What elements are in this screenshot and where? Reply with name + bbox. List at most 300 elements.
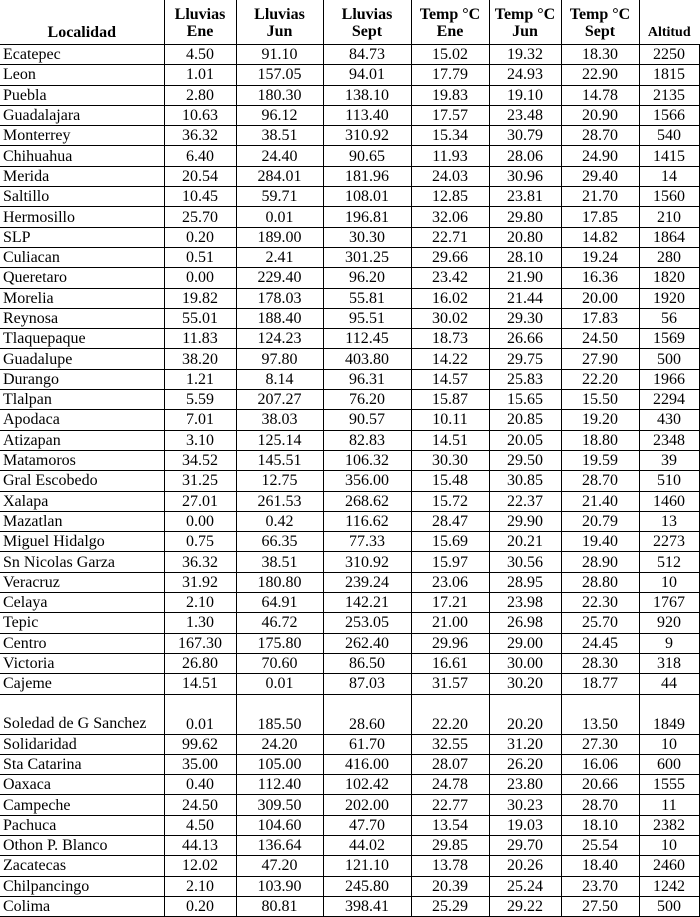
table-row <box>0 613 699 633</box>
cell-lluvias-jun: 175.80 <box>236 633 323 653</box>
cell-lluvias-jun: 136.64 <box>236 835 323 855</box>
header-temp-jun <box>489 0 561 45</box>
cell-lluvias-jun: 309.50 <box>236 795 323 815</box>
cell-temp-jun: 26.66 <box>489 329 561 349</box>
cell-lluvias-ene: 0.40 <box>164 775 236 795</box>
cell-lluvias-jun: 0.01 <box>236 674 323 694</box>
cell-temp-jun: 20.20 <box>489 694 561 734</box>
cell-lluvias-ene: 44.13 <box>164 835 236 855</box>
table-row <box>0 572 699 592</box>
header-lluvias-jun <box>236 0 323 45</box>
cell-temp-sept: 20.79 <box>561 511 639 531</box>
cell-altitud: 1415 <box>639 146 699 166</box>
cell-localidad: Sta Catarina <box>0 754 164 774</box>
cell-temp-sept: 20.00 <box>561 288 639 308</box>
cell-localidad: Saltillo <box>0 187 164 207</box>
cell-altitud: 1569 <box>639 329 699 349</box>
cell-temp-sept: 18.10 <box>561 815 639 835</box>
cell-lluvias-sept: 245.80 <box>323 876 411 896</box>
cell-temp-jun: 29.90 <box>489 511 561 531</box>
cell-altitud: 10 <box>639 572 699 592</box>
header-text-line: Lluvias <box>341 5 393 23</box>
header-temp-sept <box>561 0 639 45</box>
cell-localidad: Culiacan <box>0 247 164 267</box>
cell-temp-sept: 19.59 <box>561 450 639 470</box>
cell-lluvias-jun: 24.20 <box>236 734 323 754</box>
cell-lluvias-ene: 99.62 <box>164 734 236 754</box>
cell-lluvias-jun: 2.41 <box>236 247 323 267</box>
cell-localidad: Zacatecas <box>0 856 164 876</box>
cell-temp-sept: 29.40 <box>561 166 639 186</box>
cell-temp-ene: 28.47 <box>411 511 489 531</box>
cell-altitud: 1815 <box>639 65 699 85</box>
cell-temp-ene: 22.20 <box>411 694 489 734</box>
cell-lluvias-sept: 416.00 <box>323 754 411 774</box>
cell-temp-jun: 26.98 <box>489 613 561 633</box>
cell-altitud: 14 <box>639 166 699 186</box>
cell-localidad: Victoria <box>0 653 164 673</box>
cell-temp-ene: 15.87 <box>411 390 489 410</box>
cell-lluvias-sept: 112.45 <box>323 329 411 349</box>
table-row <box>0 227 699 247</box>
cell-temp-ene: 10.11 <box>411 410 489 430</box>
table-row <box>0 593 699 613</box>
cell-lluvias-jun: 0.01 <box>236 207 323 227</box>
cell-temp-sept: 28.30 <box>561 653 639 673</box>
cell-temp-sept: 25.54 <box>561 835 639 855</box>
cell-temp-jun: 29.22 <box>489 896 561 916</box>
cell-lluvias-sept: 82.83 <box>323 430 411 450</box>
cell-temp-ene: 15.97 <box>411 552 489 572</box>
table-row <box>0 207 699 227</box>
cell-lluvias-sept: 95.51 <box>323 308 411 328</box>
cell-temp-jun: 20.80 <box>489 227 561 247</box>
header-row <box>0 0 699 45</box>
cell-temp-jun: 28.06 <box>489 146 561 166</box>
cell-lluvias-jun: 38.51 <box>236 126 323 146</box>
cell-lluvias-jun: 125.14 <box>236 430 323 450</box>
cell-lluvias-ene: 10.45 <box>164 187 236 207</box>
cell-temp-ene: 13.78 <box>411 856 489 876</box>
cell-temp-jun: 30.23 <box>489 795 561 815</box>
cell-localidad: Solidaridad <box>0 734 164 754</box>
cell-lluvias-ene: 27.01 <box>164 491 236 511</box>
cell-lluvias-sept: 196.81 <box>323 207 411 227</box>
cell-lluvias-ene: 0.01 <box>164 694 236 734</box>
cell-lluvias-ene: 7.01 <box>164 410 236 430</box>
header-lluvias-ene <box>164 0 236 45</box>
cell-temp-sept: 24.90 <box>561 146 639 166</box>
cell-lluvias-jun: 157.05 <box>236 65 323 85</box>
cell-lluvias-ene: 0.00 <box>164 268 236 288</box>
cell-temp-jun: 15.65 <box>489 390 561 410</box>
cell-lluvias-jun: 96.12 <box>236 105 323 125</box>
cell-temp-ene: 21.00 <box>411 613 489 633</box>
cell-altitud: 1966 <box>639 369 699 389</box>
cell-temp-jun: 23.98 <box>489 593 561 613</box>
cell-temp-sept: 28.70 <box>561 126 639 146</box>
cell-altitud: 10 <box>639 734 699 754</box>
cell-lluvias-ene: 31.25 <box>164 471 236 491</box>
cell-temp-ene: 15.48 <box>411 471 489 491</box>
cell-lluvias-jun: 207.27 <box>236 390 323 410</box>
cell-lluvias-jun: 104.60 <box>236 815 323 835</box>
cell-lluvias-ene: 4.50 <box>164 815 236 835</box>
header-text-line: Temp °C <box>569 5 631 23</box>
cell-altitud: 1560 <box>639 187 699 207</box>
cell-lluvias-sept: 28.60 <box>323 694 411 734</box>
cell-temp-sept: 24.45 <box>561 633 639 653</box>
header-temp-ene <box>411 0 489 45</box>
header-text-line: Ene <box>186 22 214 40</box>
cell-temp-sept: 14.82 <box>561 227 639 247</box>
cell-localidad: Veracruz <box>0 572 164 592</box>
cell-lluvias-ene: 5.59 <box>164 390 236 410</box>
cell-altitud: 2294 <box>639 390 699 410</box>
cell-altitud: 39 <box>639 450 699 470</box>
table-row <box>0 85 699 105</box>
cell-temp-jun: 30.56 <box>489 552 561 572</box>
cell-temp-jun: 26.20 <box>489 754 561 774</box>
table-row <box>0 856 699 876</box>
cell-lluvias-jun: 284.01 <box>236 166 323 186</box>
cell-temp-ene: 30.02 <box>411 308 489 328</box>
cell-lluvias-ene: 38.20 <box>164 349 236 369</box>
cell-temp-sept: 27.30 <box>561 734 639 754</box>
cell-lluvias-jun: 47.20 <box>236 856 323 876</box>
cell-lluvias-jun: 188.40 <box>236 308 323 328</box>
cell-temp-ene: 29.66 <box>411 247 489 267</box>
cell-localidad: Tepic <box>0 613 164 633</box>
cell-temp-ene: 14.57 <box>411 369 489 389</box>
cell-temp-jun: 30.20 <box>489 674 561 694</box>
table-row <box>0 105 699 125</box>
cell-temp-ene: 24.03 <box>411 166 489 186</box>
header-lluvias-sept <box>323 0 411 45</box>
cell-localidad: Gral Escobedo <box>0 471 164 491</box>
table-row <box>0 532 699 552</box>
table-row <box>0 795 699 815</box>
cell-localidad: Matamoros <box>0 450 164 470</box>
cell-temp-sept: 22.20 <box>561 369 639 389</box>
cell-altitud: 1242 <box>639 876 699 896</box>
cell-lluvias-ene: 4.50 <box>164 45 236 65</box>
cell-temp-ene: 30.30 <box>411 450 489 470</box>
cell-temp-sept: 22.90 <box>561 65 639 85</box>
cell-localidad: Tlaquepaque <box>0 329 164 349</box>
header-text-line: Sept <box>584 22 616 40</box>
cell-localidad: Mazatlan <box>0 511 164 531</box>
cell-temp-ene: 13.54 <box>411 815 489 835</box>
table-row <box>0 674 699 694</box>
cell-lluvias-sept: 268.62 <box>323 491 411 511</box>
table-row <box>0 552 699 572</box>
cell-localidad: Campeche <box>0 795 164 815</box>
cell-lluvias-jun: 105.00 <box>236 754 323 774</box>
cell-lluvias-ene: 11.83 <box>164 329 236 349</box>
cell-altitud: 1849 <box>639 694 699 734</box>
cell-lluvias-ene: 1.21 <box>164 369 236 389</box>
cell-lluvias-jun: 97.80 <box>236 349 323 369</box>
cell-temp-jun: 29.50 <box>489 450 561 470</box>
cell-altitud: 500 <box>639 896 699 916</box>
cell-lluvias-ene: 10.63 <box>164 105 236 125</box>
cell-lluvias-sept: 121.10 <box>323 856 411 876</box>
cell-temp-jun: 20.21 <box>489 532 561 552</box>
cell-localidad: Sn Nicolas Garza <box>0 552 164 572</box>
cell-temp-ene: 29.85 <box>411 835 489 855</box>
cell-temp-jun: 19.32 <box>489 45 561 65</box>
cell-temp-sept: 15.50 <box>561 390 639 410</box>
table-row <box>0 491 699 511</box>
cell-temp-ene: 11.93 <box>411 146 489 166</box>
cell-lluvias-jun: 180.80 <box>236 572 323 592</box>
cell-lluvias-sept: 310.92 <box>323 126 411 146</box>
cell-temp-sept: 23.70 <box>561 876 639 896</box>
cell-altitud: 2273 <box>639 532 699 552</box>
header-text-line: Ene <box>436 22 464 40</box>
cell-lluvias-ene: 34.52 <box>164 450 236 470</box>
cell-temp-jun: 29.75 <box>489 349 561 369</box>
cell-localidad: Pachuca <box>0 815 164 835</box>
cell-lluvias-jun: 145.51 <box>236 450 323 470</box>
cell-lluvias-sept: 44.02 <box>323 835 411 855</box>
cell-temp-sept: 28.70 <box>561 471 639 491</box>
cell-temp-ene: 15.02 <box>411 45 489 65</box>
cell-altitud: 1920 <box>639 288 699 308</box>
cell-lluvias-sept: 84.73 <box>323 45 411 65</box>
cell-altitud: 2348 <box>639 430 699 450</box>
cell-altitud: 210 <box>639 207 699 227</box>
cell-temp-ene: 14.22 <box>411 349 489 369</box>
cell-altitud: 318 <box>639 653 699 673</box>
cell-lluvias-ene: 25.70 <box>164 207 236 227</box>
cell-lluvias-ene: 19.82 <box>164 288 236 308</box>
cell-temp-jun: 19.10 <box>489 85 561 105</box>
table-row <box>0 349 699 369</box>
table-row <box>0 450 699 470</box>
cell-temp-ene: 14.51 <box>411 430 489 450</box>
cell-lluvias-sept: 90.57 <box>323 410 411 430</box>
cell-temp-jun: 20.26 <box>489 856 561 876</box>
cell-temp-sept: 17.85 <box>561 207 639 227</box>
table-row <box>0 390 699 410</box>
cell-altitud: 2460 <box>639 856 699 876</box>
cell-lluvias-jun: 64.91 <box>236 593 323 613</box>
cell-lluvias-sept: 310.92 <box>323 552 411 572</box>
cell-temp-jun: 28.95 <box>489 572 561 592</box>
cell-temp-ene: 32.06 <box>411 207 489 227</box>
cell-lluvias-ene: 0.00 <box>164 511 236 531</box>
cell-temp-ene: 19.83 <box>411 85 489 105</box>
cell-lluvias-jun: 189.00 <box>236 227 323 247</box>
cell-altitud: 1566 <box>639 105 699 125</box>
cell-localidad: Centro <box>0 633 164 653</box>
cell-localidad: Puebla <box>0 85 164 105</box>
cell-lluvias-jun: 178.03 <box>236 288 323 308</box>
header-text-line: Jun <box>512 22 538 40</box>
table-row <box>0 694 699 734</box>
cell-temp-ene: 23.42 <box>411 268 489 288</box>
cell-lluvias-jun: 24.40 <box>236 146 323 166</box>
cell-lluvias-jun: 91.10 <box>236 45 323 65</box>
cell-localidad: Queretaro <box>0 268 164 288</box>
cell-lluvias-sept: 239.24 <box>323 572 411 592</box>
cell-temp-sept: 28.80 <box>561 572 639 592</box>
header-localidad <box>0 0 164 45</box>
cell-temp-sept: 17.83 <box>561 308 639 328</box>
table-row <box>0 146 699 166</box>
cell-altitud: 280 <box>639 247 699 267</box>
cell-altitud: 2250 <box>639 45 699 65</box>
table-row <box>0 835 699 855</box>
cell-altitud: 9 <box>639 633 699 653</box>
cell-lluvias-sept: 55.81 <box>323 288 411 308</box>
table-row <box>0 876 699 896</box>
cell-localidad: Cajeme <box>0 674 164 694</box>
cell-altitud: 500 <box>639 349 699 369</box>
cell-temp-sept: 28.70 <box>561 795 639 815</box>
cell-lluvias-ene: 55.01 <box>164 308 236 328</box>
cell-temp-ene: 25.29 <box>411 896 489 916</box>
cell-altitud: 540 <box>639 126 699 146</box>
cell-lluvias-sept: 61.70 <box>323 734 411 754</box>
cell-localidad: Colima <box>0 896 164 916</box>
cell-localidad: Chilpancingo <box>0 876 164 896</box>
cell-altitud: 600 <box>639 754 699 774</box>
cell-altitud: 430 <box>639 410 699 430</box>
cell-lluvias-jun: 112.40 <box>236 775 323 795</box>
cell-lluvias-sept: 253.05 <box>323 613 411 633</box>
cell-temp-sept: 19.20 <box>561 410 639 430</box>
cell-temp-ene: 15.69 <box>411 532 489 552</box>
cell-localidad: Guadalajara <box>0 105 164 125</box>
cell-localidad: Hermosillo <box>0 207 164 227</box>
header-text-line: Lluvias <box>174 5 226 23</box>
table-row <box>0 430 699 450</box>
cell-localidad: Guadalupe <box>0 349 164 369</box>
cell-localidad: Durango <box>0 369 164 389</box>
cell-lluvias-jun: 59.71 <box>236 187 323 207</box>
cell-localidad: Soledad de G Sanchez <box>0 694 164 734</box>
cell-temp-ene: 12.85 <box>411 187 489 207</box>
cell-lluvias-sept: 76.20 <box>323 390 411 410</box>
cell-temp-sept: 14.78 <box>561 85 639 105</box>
cell-altitud: 1820 <box>639 268 699 288</box>
cell-localidad: Ecatepec <box>0 45 164 65</box>
cell-lluvias-ene: 0.51 <box>164 247 236 267</box>
cell-lluvias-sept: 142.21 <box>323 593 411 613</box>
cell-altitud: 56 <box>639 308 699 328</box>
cell-temp-sept: 13.50 <box>561 694 639 734</box>
cell-temp-jun: 28.10 <box>489 247 561 267</box>
cell-localidad: Merida <box>0 166 164 186</box>
cell-temp-ene: 17.57 <box>411 105 489 125</box>
cell-temp-sept: 27.50 <box>561 896 639 916</box>
cell-altitud: 1555 <box>639 775 699 795</box>
cell-lluvias-jun: 185.50 <box>236 694 323 734</box>
cell-lluvias-jun: 229.40 <box>236 268 323 288</box>
cell-temp-sept: 19.40 <box>561 532 639 552</box>
cell-localidad: Tlalpan <box>0 390 164 410</box>
cell-lluvias-ene: 12.02 <box>164 856 236 876</box>
table-row <box>0 653 699 673</box>
table-row <box>0 734 699 754</box>
table-row <box>0 815 699 835</box>
cell-lluvias-sept: 106.32 <box>323 450 411 470</box>
cell-temp-jun: 21.44 <box>489 288 561 308</box>
cell-localidad: Atizapan <box>0 430 164 450</box>
cell-localidad: Morelia <box>0 288 164 308</box>
cell-lluvias-ene: 0.20 <box>164 896 236 916</box>
cell-temp-ene: 31.57 <box>411 674 489 694</box>
cell-lluvias-jun: 0.42 <box>236 511 323 531</box>
header-text-line: Temp °C <box>419 5 481 23</box>
cell-localidad: SLP <box>0 227 164 247</box>
cell-temp-jun: 29.80 <box>489 207 561 227</box>
cell-localidad: Leon <box>0 65 164 85</box>
cell-lluvias-ene: 2.10 <box>164 593 236 613</box>
cell-temp-jun: 31.20 <box>489 734 561 754</box>
cell-temp-ene: 22.77 <box>411 795 489 815</box>
header-altitud <box>639 0 699 45</box>
cell-temp-sept: 24.50 <box>561 329 639 349</box>
cell-lluvias-jun: 38.51 <box>236 552 323 572</box>
cell-altitud: 10 <box>639 835 699 855</box>
cell-temp-sept: 25.70 <box>561 613 639 633</box>
cell-lluvias-ene: 167.30 <box>164 633 236 653</box>
cell-localidad: Xalapa <box>0 491 164 511</box>
cell-temp-ene: 15.72 <box>411 491 489 511</box>
cell-lluvias-jun: 70.60 <box>236 653 323 673</box>
cell-temp-ene: 17.21 <box>411 593 489 613</box>
cell-lluvias-ene: 24.50 <box>164 795 236 815</box>
cell-lluvias-sept: 47.70 <box>323 815 411 835</box>
cell-lluvias-ene: 1.30 <box>164 613 236 633</box>
cell-lluvias-jun: 66.35 <box>236 532 323 552</box>
cell-temp-ene: 24.78 <box>411 775 489 795</box>
cell-temp-sept: 19.24 <box>561 247 639 267</box>
cell-lluvias-jun: 12.75 <box>236 471 323 491</box>
cell-temp-ene: 16.61 <box>411 653 489 673</box>
cell-lluvias-sept: 398.41 <box>323 896 411 916</box>
cell-lluvias-sept: 356.00 <box>323 471 411 491</box>
cell-temp-jun: 29.30 <box>489 308 561 328</box>
cell-altitud: 2135 <box>639 85 699 105</box>
cell-localidad: Reynosa <box>0 308 164 328</box>
cell-lluvias-ene: 2.10 <box>164 876 236 896</box>
cell-lluvias-sept: 87.03 <box>323 674 411 694</box>
cell-altitud: 11 <box>639 795 699 815</box>
cell-lluvias-jun: 124.23 <box>236 329 323 349</box>
cell-localidad: Oaxaca <box>0 775 164 795</box>
header-text-line: Lluvias <box>254 5 305 23</box>
table-row <box>0 288 699 308</box>
cell-temp-sept: 21.70 <box>561 187 639 207</box>
cell-lluvias-ene: 36.32 <box>164 552 236 572</box>
cell-altitud: 512 <box>639 552 699 572</box>
cell-temp-ene: 20.39 <box>411 876 489 896</box>
cell-lluvias-sept: 202.00 <box>323 795 411 815</box>
cell-lluvias-sept: 113.40 <box>323 105 411 125</box>
table-row <box>0 166 699 186</box>
cell-temp-sept: 28.90 <box>561 552 639 572</box>
cell-temp-sept: 16.36 <box>561 268 639 288</box>
cell-localidad: Othon P. Blanco <box>0 835 164 855</box>
header-text-line: Localidad <box>47 24 116 41</box>
table-row <box>0 471 699 491</box>
cell-temp-sept: 18.40 <box>561 856 639 876</box>
